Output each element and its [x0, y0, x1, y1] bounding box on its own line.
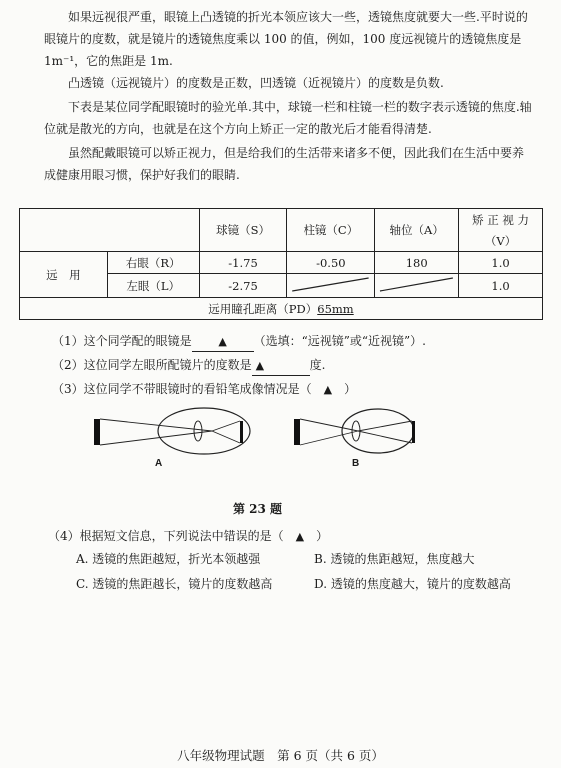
- table-header-row: [20, 209, 543, 231]
- eye-diagram-a: [92, 405, 262, 457]
- option-a: A. 透镜的焦距越短，折光本领越强: [76, 552, 261, 566]
- va-right: 1.0: [459, 252, 543, 274]
- cylinder-left-slash: [287, 274, 375, 298]
- option-d: D. 透镜的焦度越大，镜片的度数越高: [314, 577, 511, 591]
- sphere-right: -1.75: [199, 252, 287, 274]
- option-b: B. 透镜的焦距越短，焦度越大: [314, 552, 475, 566]
- triangle-marker: ▲: [218, 335, 227, 348]
- question-2: [52, 356, 325, 376]
- answer-blank-2: [252, 356, 310, 376]
- question-3-close: ）: [332, 382, 357, 396]
- header-va: 矫 正 视 力: [459, 209, 543, 231]
- triangle-marker: ▲: [255, 359, 265, 372]
- axis-right: 180: [375, 252, 459, 274]
- answer-blank-1: [192, 332, 254, 352]
- triangle-marker: ▲: [295, 530, 305, 543]
- prescription-table: [19, 208, 543, 320]
- diagonal-slash-icon: [375, 274, 458, 294]
- pd-cell: [20, 298, 543, 320]
- question-2-unit: 度.: [309, 358, 326, 372]
- figure-b-label: B: [352, 458, 360, 469]
- question-4-close: ）: [304, 529, 329, 543]
- intro-paragraph-3: 下表是某位同学配眼镜时的验光单.其中，球镜一栏和柱镜一栏的数字表示透镜的焦度.轴位就是散光的方向，也就是在这个方向上矫正一定的散光后才能看得清楚.: [44, 100, 532, 136]
- eye-left: 左眼（L）: [107, 274, 199, 298]
- question-1: [52, 332, 426, 352]
- header-va-unit: （V）: [459, 230, 543, 252]
- pd-label: 远用瞳孔距离（PD）: [208, 301, 318, 316]
- question-3-text: （3）这位同学不带眼镜时的看铅笔成像情况是（: [52, 382, 324, 396]
- intro-paragraph-4: 虽然配戴眼镜可以矫正视力，但是给我们的生活带来诸多不便，因此我们在生活中要养成健康用眼习惯，保护好我们的眼睛.: [44, 146, 525, 182]
- table-row: [20, 252, 543, 274]
- question-1-text: （1）这个同学配的眼镜是: [52, 334, 192, 348]
- header-sphere: 球镜（S）: [199, 209, 287, 252]
- figure-a-label: A: [155, 458, 163, 469]
- header-axis: 轴位（A）: [375, 209, 459, 252]
- question-3: [52, 380, 356, 399]
- diagonal-slash-icon: [287, 274, 374, 294]
- va-left: 1.0: [459, 274, 543, 298]
- option-c: C. 透镜的焦距越长，镜片的度数越高: [76, 577, 273, 591]
- group-label: 远 用: [20, 252, 108, 298]
- eye-diagram-b: [292, 405, 422, 457]
- header-cylinder: 柱镜（C）: [287, 209, 375, 252]
- cylinder-right: -0.50: [287, 252, 375, 274]
- table-corner-cell: [20, 209, 200, 252]
- question-4-text: （4）根据短文信息，下列说法中错误的是（: [48, 529, 296, 543]
- intro-paragraph-1: 如果远视很严重，眼镜上凸透镜的折光本领应该大一些，透镜焦度就要大一些.平时说的眼镜片的度数，就是镜片的透镜焦度乘以 100 的值，例如，100 度远视镜片的透镜焦度是 1m⁻¹，它的焦距是 1m.: [44, 10, 528, 68]
- sphere-left: -2.75: [199, 274, 287, 298]
- axis-left-slash: [375, 274, 459, 298]
- question-1-hint: （选填：“远视镜”或“近视镜”）.: [253, 334, 426, 348]
- intro-paragraph-2: 凸透镜（远视镜片）的度数是正数，凹透镜（近视镜片）的度数是负数.: [68, 76, 444, 90]
- figure-caption: 第 23 题: [233, 502, 283, 516]
- question-4: [48, 527, 328, 546]
- eye-right: 右眼（R）: [107, 252, 199, 274]
- triangle-marker: ▲: [323, 383, 333, 396]
- pd-value: 65mm: [317, 301, 354, 316]
- table-footer-row: [20, 298, 543, 320]
- question-2-text: （2）这位同学左眼所配镜片的度数是: [52, 358, 252, 372]
- page-footer: 八年级物理试题 第 6 页（共 6 页）: [177, 748, 384, 763]
